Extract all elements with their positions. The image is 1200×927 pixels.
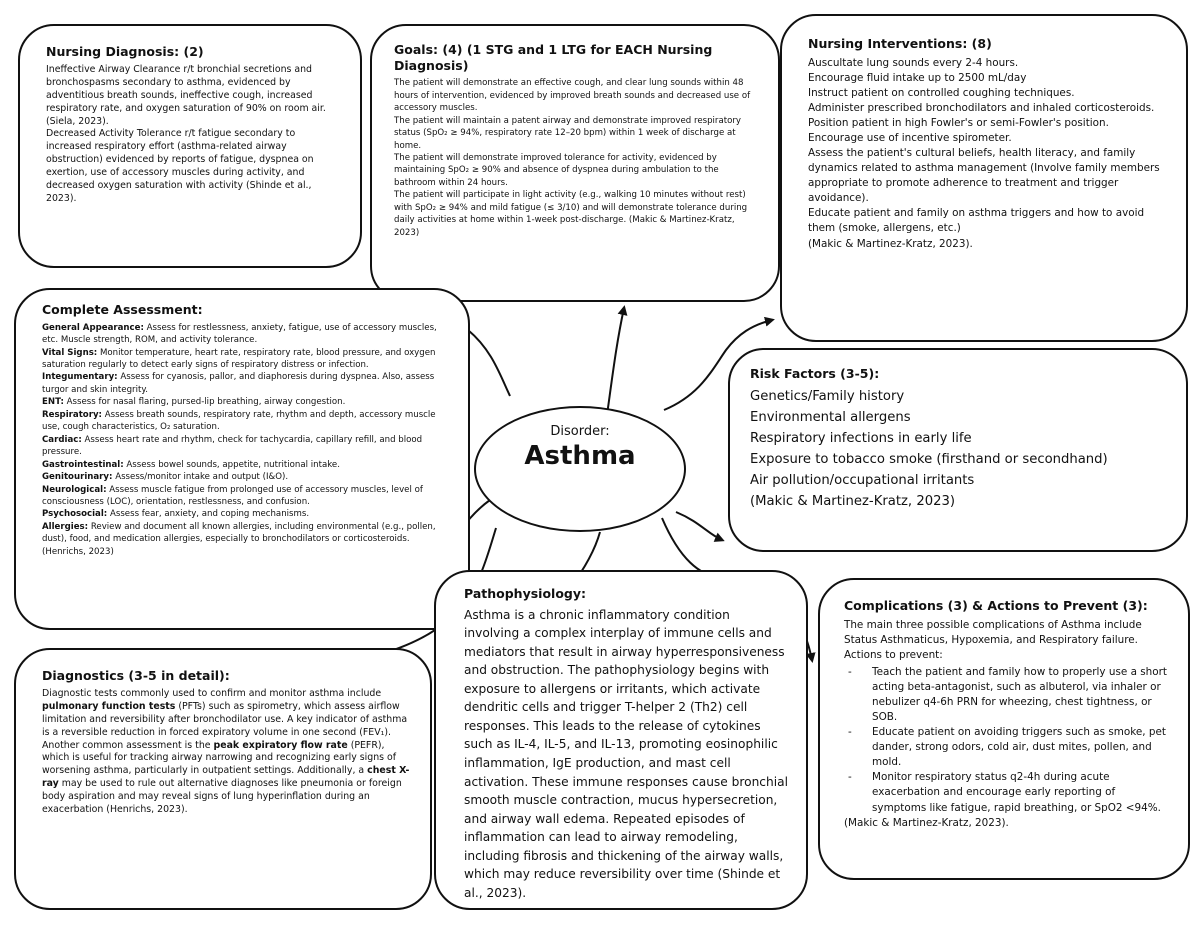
assessment-text: Assess breath sounds, respiratory rate, rhythm and depth, accessory muscle use, cough characteristics, O₂ saturation. [42, 409, 436, 433]
goal-item: The patient will maintain a patent airway and demonstrate improved respiratory status (SpO₂ ≥ 94%, respiratory rate 12–20 bpm) within 1 week of discharge at home. [394, 115, 741, 151]
assessment-item [42, 521, 452, 558]
nursing-diagnosis-item: Ineffective Airway Clearance r/t bronchial secretions and bronchospasms secondary to asthma, evidenced by adventitious breath sounds, ineffective cough, increased respiratory rate, and oxygen saturation of 90% on room air. (Siela, 2023). [46, 63, 326, 127]
prevention-item: - Monitor respiratory status q2-4h during acute exacerbation and encourage early reporting of symptoms like fatigue, rapid breathing, or SpO2 <94%. [844, 770, 1172, 815]
assessment-label: Respiratory: [42, 409, 102, 420]
assessment-label: Psychosocial: [42, 509, 108, 520]
assessment-label: Cardiac: [42, 434, 82, 445]
assessment-label: General Appearance: [42, 322, 144, 333]
assessment-text: Assess for restlessness, anxiety, fatigue, use of accessory muscles, etc. Muscle strength, ROM, and activity tolerance. [42, 322, 437, 346]
prevention-item: - Teach the patient and family how to properly use a short acting beta-antagonist, such as albuterol, via inhaler or nebulizer q4-6h PRN for wheezing, chest tightness, or SOB. [844, 665, 1172, 725]
assessment-item [42, 409, 452, 434]
risk-factor-item: Air pollution/occupational irritants [750, 473, 975, 489]
diagnostics-text [42, 688, 412, 818]
assessment-text: Assess bowel sounds, appetite, nutritional intake. [123, 459, 340, 470]
assessment-label: Allergies: [42, 521, 89, 532]
pathophysiology-title: Pathophysiology: [464, 586, 586, 601]
intervention-item: Auscultate lung sounds every 2-4 hours. [808, 56, 1019, 69]
goal-item: The patient will participate in light activity (e.g., walking 10 minutes without rest) with SpO₂ ≥ 94% and mild fatigue (≤ 3/10) and will demonstrate tolerance during daily activities at home within 1-week post-discharge. (Makic & Martinez-Kratz, 2023) [394, 190, 748, 238]
assessment-item [42, 434, 452, 459]
disorder-label: Disorder: [550, 424, 610, 439]
complete-assessment-title: Complete Assessment: [42, 302, 203, 317]
complications-title: Complications (3) & Actions to Prevent (3): [844, 598, 1148, 613]
intervention-item: Encourage use of incentive spirometer. [808, 132, 1012, 145]
pathophysiology-text: Asthma is a chronic inflammatory condition involving a complex interplay of immune cells and mediators that result in airway hyperresponsiveness and obstruction. The pathophysiology begins with exposure to allergens or irritants, which activate dendritic cells and trigger T-helper 2 (Th2) cell responses. This leads to the release of cytokines such as IL-4, IL-5, and IL-13, promoting eosinophilic inflammation, IgE production, and mast cell activation. These immune responses cause bronchial smooth muscle contraction, mucus hypersecretion, and airway wall edema. Repeated episodes of inflammation can lead to airway remodeling, including fibrosis and thickening of the airway walls, which may reduce reversibility over time (Shinde et al., 2023). [464, 607, 788, 900]
diagnostics-text-part: Diagnostic tests commonly used to confirm and monitor asthma include [42, 687, 382, 699]
goal-item: The patient will demonstrate improved tolerance for activity, evidenced by maintaining SpO₂ ≥ 90% and absence of dyspnea during ambulation to the bathroom within 24 hours. [394, 152, 719, 188]
diagnostics-title: Diagnostics (3-5 in detail): [42, 668, 230, 683]
assessment-citation: (Henrichs, 2023) [42, 546, 114, 557]
assessment-text: Assess for cyanosis, pallor, and diaphoresis during dyspnea. Also, assess turgor and skin integrity. [42, 372, 435, 395]
intervention-item: Position patient in high Fowler's or semi-Fowler's position. [808, 116, 1109, 129]
diagnostics-text-part: may be used to rule out alternative diagnoses like pneumonia or foreign body aspiration and may reveal signs of lung hyperinflation during an exacerbation (Henrichs, 2023). [42, 778, 402, 816]
assessment-label: Neurological: [42, 484, 107, 495]
nursing-diagnosis-item: Decreased Activity Tolerance r/t fatigue secondary to increased respiratory effort (asthma-related airway obstruction) evidenced by reports of fatigue, dyspnea on exertion, use of accessory muscles during activity, and decreased oxygen saturation with activity (Shinde et al., 2023). [46, 128, 314, 205]
assessment-text: Assess/monitor intake and output (I&O). [112, 472, 289, 483]
complications-box [818, 578, 1190, 880]
intervention-item: Administer prescribed bronchodilators and inhaled corticosteroids. [808, 101, 1155, 114]
assessment-label: Vital Signs: [42, 347, 98, 358]
nursing-interventions-title: Nursing Interventions: (8) [808, 36, 992, 51]
diagnostics-text-part: (PEFR), which is useful for tracking airway narrowing and recognizing early signs of worsening asthma, particularly in outpatient settings. Additionally, a [42, 739, 397, 777]
intervention-citation: (Makic & Martinez-Kratz, 2023). [808, 237, 973, 250]
goals-title: Goals: (4) (1 STG and 1 LTG for EACH Nursing Diagnosis) [394, 42, 713, 73]
assessment-item [42, 322, 452, 347]
assessment-item [42, 347, 452, 372]
assessment-label: ENT: [42, 397, 64, 408]
risk-factors-title: Risk Factors (3-5): [750, 366, 880, 381]
assessment-item [42, 371, 452, 396]
risk-factor-item: Exposure to tobacco smoke (firsthand or secondhand) [750, 452, 1108, 467]
arrow-to-risk-factors [676, 512, 722, 540]
risk-factor-item: Genetics/Family history [750, 388, 905, 404]
diagnostics-test-name: chest X-ray [42, 765, 410, 790]
intervention-item: Instruct patient on controlled coughing techniques. [808, 86, 1075, 99]
disorder-name: Asthma [524, 441, 636, 471]
prevention-list [844, 665, 1172, 816]
diagnostics-box [14, 648, 432, 910]
nursing-interventions-box [780, 14, 1188, 342]
assessment-item [42, 459, 452, 471]
assessment-item [42, 484, 452, 509]
assessment-item [42, 471, 452, 483]
arrow-to-goals [606, 308, 624, 422]
assessment-text: Review and document all known allergies, including environmental (e.g., pollen, dust), food, and medication allergies, especially to bronchodilators or corticosteroids. [42, 521, 436, 545]
risk-factor-item: Environmental allergens [750, 409, 911, 425]
disorder-ellipse [474, 406, 686, 532]
assessment-label: Integumentary: [42, 372, 118, 383]
pathophysiology-box [434, 570, 808, 910]
assessment-item [42, 508, 452, 520]
risk-factor-item: Respiratory infections in early life [750, 430, 972, 446]
line-from-nursing-diagnosis [468, 330, 510, 396]
prevention-item: - Educate patient on avoiding triggers such as smoke, pet dander, strong odors, cold air, dust mites, pollen, and mold. [844, 725, 1172, 770]
diagnostics-test-name: peak expiratory flow rate [213, 739, 348, 751]
risk-factor-citation: (Makic & Martinez-Kratz, 2023) [750, 494, 956, 510]
assessment-text: Monitor temperature, heart rate, respiratory rate, blood pressure, and oxygen saturation regularly to detect early signs of respiratory distress or infection. [42, 347, 436, 370]
intervention-item: Assess the patient's cultural beliefs, health literacy, and family dynamics related to asthma management (Involve family members appropriate to promote adherence to treatment and trigger avoidance). [808, 147, 1160, 205]
assessment-label: Gastrointestinal: [42, 459, 124, 470]
nursing-diagnosis-box [18, 24, 362, 268]
intervention-item: Encourage fluid intake up to 2500 mL/day [808, 71, 1027, 84]
diagnostics-text-part: (PFTs) such as spirometry, which assess airflow limitation and reversibility after bronchodilator use. A key indicator of asthma is a reversible reduction in forced expiratory volume in one second (FEV₁). Another common assessment is the [42, 700, 408, 751]
intervention-item: Educate patient and family on asthma triggers and how to avoid them (smoke, allergens, etc.) [808, 207, 1145, 235]
assessment-text: Assess muscle fatigue from prolonged use of accessory muscles, level of consciousness (LOC), orientation, restlessness, and confusion. [42, 484, 423, 507]
complications-actions-label: Actions to prevent: [844, 648, 943, 661]
assessment-text: Assess for nasal flaring, pursed-lip breathing, airway congestion. [63, 397, 346, 408]
goal-item: The patient will demonstrate an effective cough, and clear lung sounds within 48 hours of intervention, evidenced by improved breath sounds and decreased use of accessory muscles. [394, 78, 751, 114]
complications-citation: (Makic & Martinez-Kratz, 2023). [844, 816, 1009, 829]
complications-intro: The main three possible complications of Asthma include Status Asthmaticus, Hypoxemia, and Respiratory failure. [844, 618, 1142, 646]
goals-box [370, 24, 780, 302]
assessment-item [42, 396, 452, 408]
assessment-text: Assess heart rate and rhythm, check for tachycardia, capillary refill, and blood pressure. [42, 434, 423, 458]
complete-assessment-box [14, 288, 470, 630]
risk-factors-box [728, 348, 1188, 552]
nursing-diagnosis-title: Nursing Diagnosis: (2) [46, 44, 204, 59]
assessment-text: Assess fear, anxiety, and coping mechanisms. [107, 509, 310, 520]
diagnostics-test-name: pulmonary function tests [42, 700, 176, 712]
assessment-label: Genitourinary: [42, 472, 113, 483]
